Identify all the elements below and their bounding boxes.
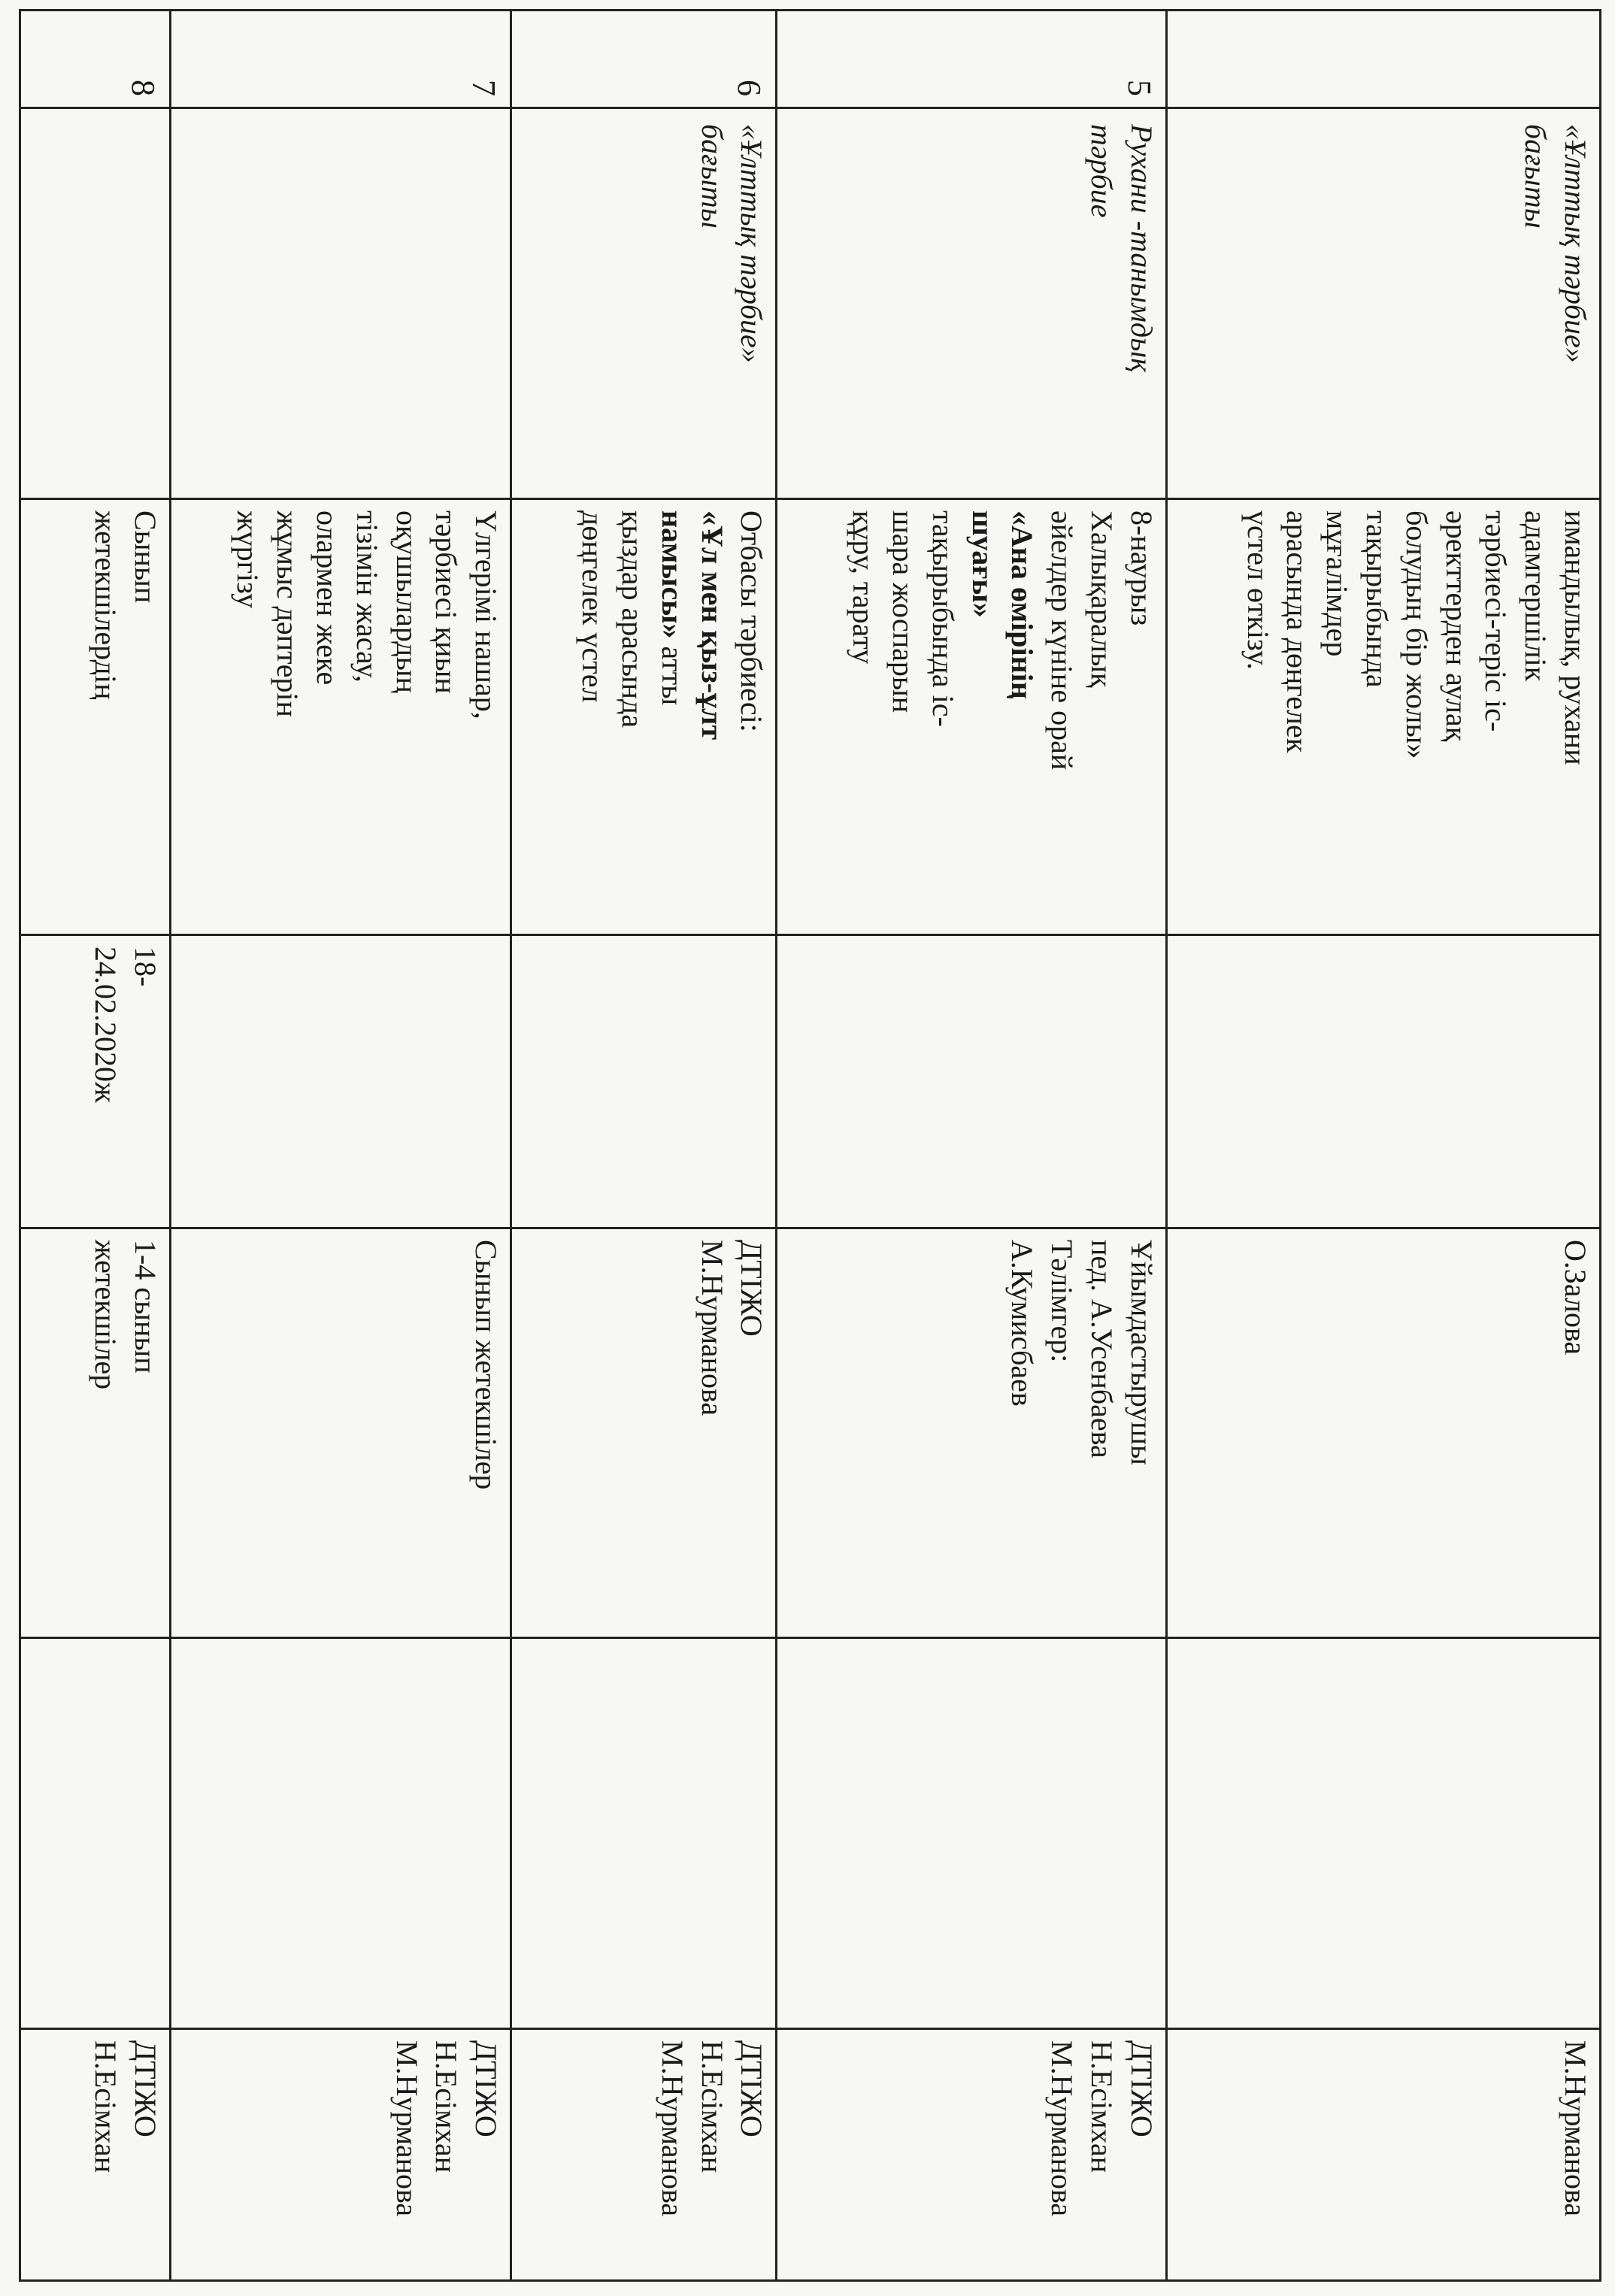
event-line: имандылық, рухани: [1559, 510, 1592, 765]
control-line: ДТІЖО: [1124, 2040, 1159, 2137]
event-line: олармен жеке: [311, 510, 344, 686]
control-line: Н.Есімхан: [89, 2040, 123, 2173]
responsible-cell: [777, 1228, 1166, 1638]
control-line: М.Нурманова: [655, 2040, 689, 2217]
result-cell: [511, 1638, 777, 2029]
event-line: оқушылардың: [389, 510, 424, 693]
event-line: қыздар арасында: [616, 510, 650, 728]
result-cell: [20, 1638, 171, 2029]
responsible-line: О.Залова: [1559, 1240, 1592, 1355]
event-line: арасында дөңгелек: [1280, 510, 1315, 753]
event-line: [1002, 510, 1042, 923]
date-cell: [20, 935, 171, 1228]
direction-cell: [171, 108, 511, 499]
responsible-line: ДТІЖО: [735, 1240, 769, 1337]
responsible-cell: [1166, 1228, 1600, 1638]
event-line: [652, 510, 692, 923]
event-emphasis: «Ұл мен қыз-ұлт: [695, 510, 729, 741]
event-line: мұғалімдер: [1320, 510, 1355, 657]
event-line: жұмыс дәптерін: [271, 510, 305, 717]
date-line: 18-: [129, 947, 163, 987]
responsible-cell: [20, 1228, 171, 1638]
direction-line: «Ұлттық тәрбие»: [1559, 124, 1592, 363]
responsible-line: пед. А.Усенбаева: [1084, 1240, 1119, 1458]
plan-table: [19, 9, 1601, 2282]
control-cell: [171, 2029, 511, 2281]
control-line: М.Нурманова: [389, 2040, 424, 2217]
event-tail: атты: [655, 638, 689, 706]
direction-line: тәрбие: [1084, 124, 1119, 218]
responsible-line: Сынып жетекшілер: [469, 1240, 504, 1490]
control-line: ДТІЖО: [129, 2040, 163, 2137]
event-cell: [511, 499, 777, 935]
event-line: тақырыбында іс-: [926, 510, 960, 727]
result-cell: [171, 1638, 511, 2029]
event-line: Отбасы тәрбиесі:: [735, 510, 769, 732]
event-line: Халықаралық: [1084, 510, 1119, 688]
event-cell: [171, 499, 511, 935]
responsible-line: М.Нурманова: [695, 1240, 729, 1416]
table-row: [171, 11, 511, 2281]
date-cell: [777, 935, 1166, 1228]
direction-line: Рухани -танымдық: [1124, 124, 1159, 372]
control-cell: [511, 2029, 777, 2281]
control-cell: [20, 2029, 171, 2281]
control-cell: [1166, 2029, 1600, 2281]
event-line: [962, 510, 1002, 923]
event-line: әректтерден аулақ: [1439, 510, 1474, 742]
event-line: Үлгерімі нашар,: [469, 510, 504, 719]
responsible-cell: [171, 1228, 511, 1638]
event-line: жүргізу: [231, 510, 265, 609]
responsible-line: А.Кумисбаев: [1005, 1240, 1040, 1407]
direction-cell: [1166, 108, 1600, 499]
direction-cell: [511, 108, 777, 499]
event-line: адамгершілік: [1519, 510, 1553, 682]
event-emphasis: шуағы»: [965, 510, 1000, 618]
date-cell: [171, 935, 511, 1228]
event-emphasis: намысы»: [655, 510, 689, 639]
control-cell: [777, 2029, 1166, 2281]
row-number: 5: [777, 11, 1166, 108]
responsible-line: Тәлімгер:: [1045, 1240, 1080, 1363]
control-line: Н.Есімхан: [695, 2040, 729, 2173]
row-number: 8: [20, 11, 171, 108]
row-number: [1166, 11, 1600, 108]
event-line: тізімін жасау,: [350, 510, 384, 683]
control-line: ДТІЖО: [735, 2040, 769, 2137]
control-line: ДТІЖО: [469, 2040, 504, 2137]
control-line: М.Нурманова: [1559, 2040, 1592, 2217]
table-row: [1166, 11, 1600, 2281]
event-line: тәрбиесі-теріс іс-: [1479, 510, 1513, 732]
direction-cell: [20, 108, 171, 499]
event-line: тақырыбында: [1360, 510, 1395, 688]
date-cell: [1166, 935, 1600, 1228]
row-number: 7: [171, 11, 511, 108]
event-emphasis: «Ана өмірінің: [1005, 510, 1040, 699]
control-line: Н.Есімхан: [429, 2040, 464, 2173]
event-line: 8-наурыз: [1124, 510, 1159, 626]
event-line: Сынып: [129, 510, 163, 604]
direction-line: «Ұлттық тәрбие»: [735, 124, 769, 363]
result-cell: [1166, 1638, 1600, 2029]
event-line: дөңгелек үстел: [576, 510, 611, 703]
responsible-cell: [511, 1228, 777, 1638]
event-cell: [20, 499, 171, 935]
date-line: 24.02.2020ж: [89, 947, 123, 1103]
responsible-line: 1-4 сынып: [129, 1240, 163, 1374]
table-row: [511, 11, 777, 2281]
responsible-line: жетекшілер: [89, 1240, 123, 1390]
event-line: [692, 510, 732, 923]
event-line: тәрбиесі қиын: [429, 510, 464, 694]
event-line: құру, тарату: [847, 510, 881, 665]
result-cell: [777, 1638, 1166, 2029]
date-cell: [511, 935, 777, 1228]
table-row: [20, 11, 171, 2281]
event-line: әйелдер күніне орай: [1045, 510, 1080, 771]
event-cell: [777, 499, 1166, 935]
event-line: болудың бір жолы»: [1399, 510, 1434, 759]
control-line: Н.Есімхан: [1084, 2040, 1119, 2173]
direction-line: бағыты: [1519, 124, 1553, 229]
event-line: шара жоспарын: [886, 510, 920, 713]
event-cell: [1166, 499, 1600, 935]
direction-line: бағыты: [695, 124, 729, 229]
direction-cell: [777, 108, 1166, 499]
event-line: үстел өткізу.: [1241, 510, 1275, 670]
responsible-line: Ұйымдастырушы: [1124, 1240, 1159, 1465]
table-row: [777, 11, 1166, 2281]
event-line: жетекшілердің: [89, 510, 123, 700]
row-number: 6: [511, 11, 777, 108]
control-line: М.Нурманова: [1045, 2040, 1080, 2217]
